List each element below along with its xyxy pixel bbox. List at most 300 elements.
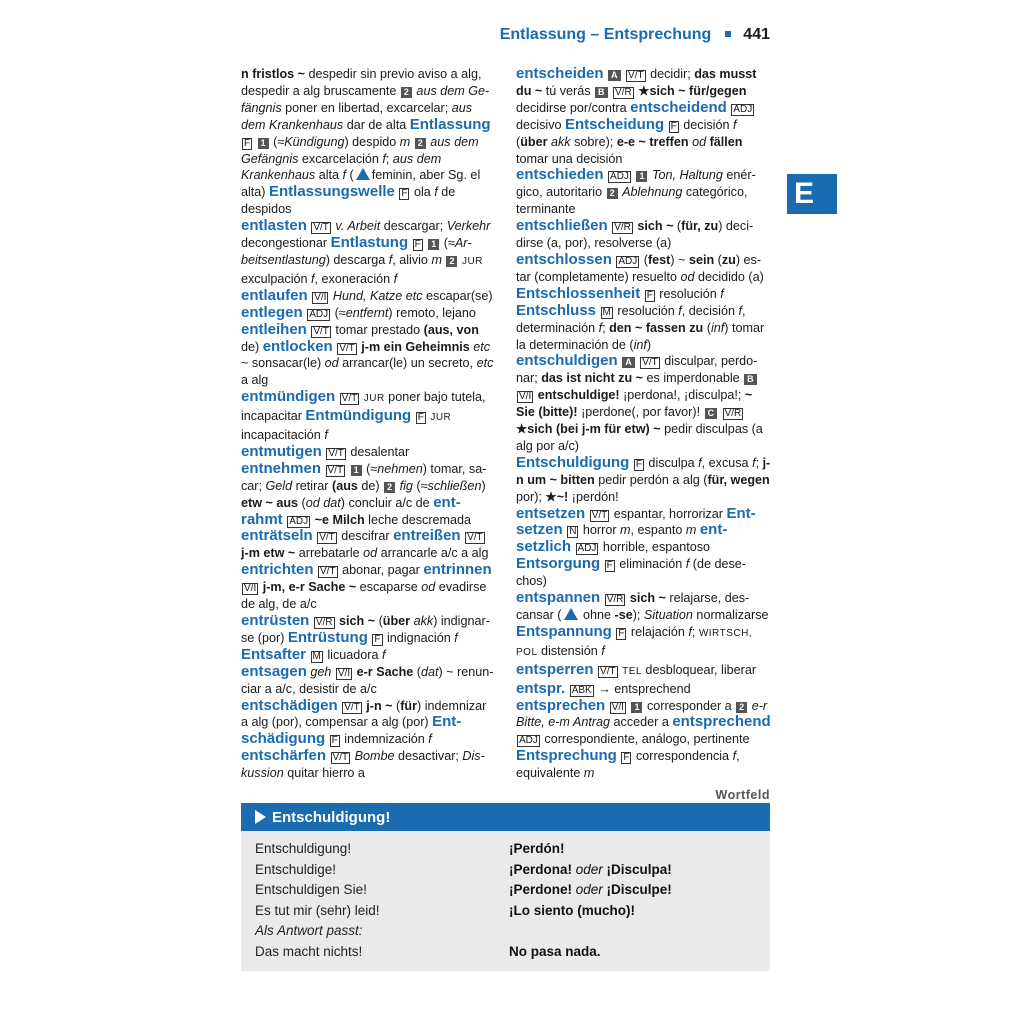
entry-text: por); — [516, 489, 546, 504]
dictionary-entry — [241, 613, 496, 647]
headword: entlasten — [241, 217, 307, 235]
entry-text — [442, 253, 446, 267]
entry-text: f — [685, 557, 690, 572]
entry-text: ¡perdón! — [568, 489, 619, 504]
entry-text: f — [601, 643, 605, 658]
entry-text: , exoneración — [314, 271, 394, 286]
entry-text: f — [688, 624, 692, 639]
entry-text — [326, 749, 330, 763]
entry-text: od — [363, 546, 378, 561]
wortfeld-title: Entschuldigung! — [272, 808, 391, 826]
right-column — [516, 66, 771, 782]
entry-text: ) tomar, sacar; — [241, 461, 487, 493]
grammar-label: V/I — [244, 583, 257, 595]
entry-text: (≈ — [412, 478, 428, 493]
entry-text: alta — [315, 168, 343, 183]
headword: Entschuldigung — [516, 453, 630, 471]
entry-text: für, wegen — [707, 472, 770, 487]
entry-text: licuadora — [323, 647, 382, 662]
entry-text: ★sich (bei j-m für etw) ~ — [516, 422, 661, 437]
headword: entspr. — [516, 679, 566, 697]
headword: Entsafter — [241, 645, 307, 663]
headword: entschließen — [516, 217, 608, 235]
headword: entlegen — [241, 303, 303, 321]
grammar-label: V/T — [642, 357, 658, 369]
grammar-label: V/T — [339, 342, 355, 354]
entry-text — [424, 236, 428, 250]
entry-text: (de desechos) — [516, 557, 746, 589]
entry-text: über — [382, 614, 411, 628]
grammar-label: M — [602, 306, 611, 318]
entry-text: pedir disculpas (a alg por a/c) — [516, 422, 763, 453]
grammar-label: V/R — [614, 222, 631, 234]
entry-text: j-m ein Geheimnis — [361, 339, 470, 354]
entry-text — [306, 648, 310, 662]
entry-text — [727, 101, 731, 115]
grammar-label: V/T — [591, 509, 608, 521]
entry-text: das ist nicht zu ~ — [541, 371, 644, 386]
german-phrase: Es tut mir (sehr) leid! — [255, 902, 380, 918]
entry-text: ohne — [579, 608, 615, 622]
sense-number: A — [608, 70, 621, 81]
grammar-label: ADJ — [289, 515, 309, 527]
entry-text — [627, 699, 631, 713]
spanish-phrase: No pasa nada. — [509, 943, 601, 959]
wortfeld-label: Wortfeld — [715, 788, 770, 802]
headword: entsprechen — [516, 696, 606, 714]
entry-text — [718, 405, 722, 419]
entry-text: j-m etw ~ — [241, 546, 296, 561]
sense-number: 2 — [607, 188, 618, 199]
entry-text: f — [598, 320, 603, 335]
entry-text: sobre); — [570, 134, 617, 149]
sense-number: 2 — [446, 256, 457, 267]
headword: entmündigen — [241, 388, 336, 406]
entry-text: ) estar (completamente) resuelto — [516, 252, 762, 284]
headword: entspannen — [516, 589, 601, 607]
entry-text: f — [428, 732, 432, 747]
entry-text — [636, 354, 640, 368]
entry-text: ¡perdona!, ¡disculpa!; — [619, 388, 745, 403]
entry-text: indignación — [383, 630, 455, 645]
entry-text: ~e Milch — [314, 512, 365, 527]
headword: entleihen — [241, 320, 307, 338]
entry-text — [600, 557, 604, 571]
entry-text: sein — [688, 252, 715, 267]
thumb-index-tab: E — [787, 174, 837, 214]
entry-text: , alivio — [392, 252, 432, 267]
grammar-label: M — [312, 650, 321, 662]
entry-text: n fristlos ~ — [241, 67, 306, 81]
dictionary-entry — [516, 252, 771, 353]
dictionary-entry — [516, 662, 771, 681]
headword: Entschädigung — [241, 713, 462, 748]
entry-text: ~ sonsacar(le) — [241, 356, 325, 371]
entry-text: pedir perdón a alg ( — [594, 472, 708, 487]
subject-label: JUR — [461, 255, 483, 267]
entry-text: Ton, Haltung — [651, 168, 723, 183]
entry-text — [410, 135, 414, 149]
dictionary-entry — [241, 664, 496, 698]
entry-text: ) concluir a/c de — [340, 495, 434, 510]
entry-text: horrible, espantoso — [599, 540, 711, 555]
entry-text: enérgico, autoritario — [516, 168, 756, 200]
headword: entschieden — [516, 166, 604, 184]
grammar-label: V/T — [313, 222, 329, 234]
entry-text: schließen — [427, 478, 482, 493]
entry-text — [618, 354, 622, 368]
dictionary-entry — [516, 556, 771, 590]
entry-text: e-e ~ treffen — [616, 134, 689, 149]
entry-text: resolución — [613, 303, 679, 318]
entry-text: m — [583, 766, 595, 781]
dictionary-entry — [241, 748, 496, 782]
entry-text — [303, 306, 307, 320]
grammar-label: ABK — [571, 684, 592, 696]
grammar-label: F — [244, 137, 251, 149]
headword: entrahmt — [241, 493, 461, 528]
wortfeld-row — [255, 839, 756, 860]
entry-text: f — [388, 252, 393, 267]
entry-text: m — [685, 523, 697, 538]
entry-text: correspondiente, análogo, pertinente — [540, 732, 750, 747]
entry-text: (≈ — [331, 305, 346, 320]
entry-text: evadirse de alg, de a/c — [241, 580, 487, 612]
entry-text: etw ~ aus — [241, 495, 299, 510]
headword: entschuldigen — [516, 352, 618, 370]
grammar-label: ADJ — [309, 308, 329, 320]
entry-text: quitar hierro a — [283, 766, 365, 781]
entry-text: ★~! — [545, 489, 569, 504]
entry-text: ( — [516, 134, 521, 149]
entry-text: resolución — [655, 286, 721, 301]
headword: Entsorgung — [516, 555, 601, 573]
entry-text: correspondencia — [632, 749, 733, 764]
sense-number: A — [622, 357, 635, 368]
entry-text: ; — [755, 455, 763, 470]
entry-text: ( — [703, 320, 711, 335]
sense-number: 1 — [631, 702, 642, 713]
grammar-label: V/R — [724, 408, 742, 420]
entry-text — [565, 682, 569, 696]
headword: entsprechend — [672, 713, 771, 731]
entry-text: → entsprechend — [594, 681, 691, 696]
entry-text — [612, 253, 616, 267]
entry-text: de) — [241, 339, 263, 354]
grammar-label: V/T — [332, 752, 349, 764]
dictionary-entry — [241, 461, 496, 613]
entry-text: ( — [392, 698, 401, 713]
grammar-label: V/R — [315, 617, 333, 628]
dictionary-entry — [516, 353, 771, 454]
entry-text — [411, 409, 415, 423]
entry-text: categórico, terminante — [516, 185, 748, 217]
entry-text: ~ Sie (bitte)! — [516, 388, 753, 420]
grammar-label: ADJ — [618, 255, 638, 267]
headword: Entlassungswelle — [269, 183, 395, 201]
entry-text — [604, 168, 608, 182]
entry-text: sich ~ — [629, 591, 666, 606]
entry-text: -se — [614, 608, 633, 622]
entry-text: ★sich ~ für/gegen — [638, 83, 747, 98]
entry-text — [313, 529, 317, 543]
entry-text — [307, 219, 311, 233]
dictionary-entry — [241, 389, 496, 444]
sense-number: B — [595, 87, 608, 98]
entry-text: acceder a — [610, 715, 673, 730]
entry-text: (aus, von — [423, 322, 479, 337]
entry-text: ( — [375, 614, 383, 628]
entry-text: ) indemnizar a alg (por), compensar a alg (por) — [241, 698, 487, 730]
entry-text: ( — [673, 219, 682, 234]
grammar-label: ADJ — [519, 735, 538, 747]
entry-text — [309, 614, 313, 628]
entry-text: sich ~ — [339, 614, 376, 628]
entry-text — [283, 513, 287, 527]
entry-text — [325, 732, 329, 746]
entry-text — [594, 663, 598, 677]
entry-text: relajarse, descansar ( — [516, 591, 750, 622]
entry-text: , espanto — [630, 523, 686, 538]
entry-text: decidirse por/contra — [516, 100, 631, 115]
entry-text: j-n um ~ bitten — [516, 455, 771, 487]
entry-text: tomar prestado — [331, 322, 424, 337]
headword: entrinnen — [423, 561, 492, 579]
dictionary-entry — [516, 455, 771, 506]
grammar-label: V/T — [327, 464, 344, 476]
entry-text: f — [393, 271, 398, 286]
wortfeld-row — [255, 880, 756, 901]
entry-text: das musst du ~ — [516, 67, 757, 98]
entry-text: f — [324, 428, 328, 443]
entry-text — [563, 523, 567, 537]
entry-text: akk — [551, 134, 571, 149]
headword: Entspannung — [516, 622, 612, 640]
entry-text: ); — [632, 608, 644, 622]
entry-text — [640, 287, 644, 301]
headword: entrichten — [241, 561, 314, 579]
german-phrase: Entschuldigen Sie! — [255, 882, 367, 897]
entry-text: ( — [640, 252, 648, 267]
entry-text: ( — [346, 168, 354, 183]
headword: entsetzlich — [516, 521, 728, 556]
headword: Entlastung — [330, 234, 409, 252]
entry-text: descargar; — [380, 219, 447, 234]
entry-text: m — [431, 252, 442, 267]
entry-text: (≈ — [440, 236, 455, 251]
entry-text: , determinación — [516, 303, 746, 335]
entry-text — [600, 591, 604, 605]
grammar-label: F — [646, 289, 653, 301]
running-head — [470, 26, 770, 48]
entry-text — [664, 118, 668, 132]
entry-text: inf — [710, 320, 725, 335]
entry-text: j-m, e-r Sache ~ — [262, 580, 357, 595]
entry-text — [605, 699, 609, 713]
dictionary-entry — [516, 66, 771, 167]
sense-number: 2 — [384, 482, 395, 493]
play-triangle-icon — [255, 810, 266, 824]
entry-text: de despidos — [241, 185, 456, 217]
headword: Entrüstung — [287, 628, 368, 646]
entry-text: f — [454, 630, 458, 645]
entry-text — [461, 529, 465, 543]
sense-number: 1 — [351, 465, 362, 476]
entry-text: tomar una decisión — [516, 151, 623, 166]
entry-text: incapacitación — [241, 428, 325, 443]
grammar-label: F — [606, 560, 613, 572]
grammar-label: V/T — [344, 701, 360, 713]
entry-text: f — [752, 455, 756, 470]
entry-text: Bombe — [354, 749, 395, 764]
headword: Entsprechung — [516, 747, 617, 765]
entry-text — [596, 304, 600, 318]
entry-text: e-r Bitte, e-m Antrag — [516, 698, 768, 730]
headword: Entmündigung — [305, 407, 412, 425]
entry-text: ) decidirse (a, por), resolverse (a) — [516, 219, 754, 251]
entry-text: (≈ — [269, 134, 285, 149]
entry-text — [632, 168, 636, 182]
entry-text: decongestionar — [241, 236, 331, 251]
entry-text — [585, 507, 589, 521]
headword: Entschluss — [516, 301, 597, 319]
entry-text: den ~ fassen zu — [609, 320, 704, 335]
grammar-label: F — [618, 627, 625, 639]
entry-text — [335, 390, 339, 404]
entry-text: ) — [646, 337, 652, 352]
grammar-label: F — [623, 752, 630, 764]
entry-text: horror — [579, 523, 621, 538]
wortfeld-row — [255, 901, 756, 922]
grammar-label: V/T — [328, 447, 344, 459]
running-head-separator — [725, 31, 731, 37]
entry-text: descifrar — [337, 529, 394, 544]
headword: enträtseln — [241, 527, 313, 545]
entry-text: , excusa — [701, 455, 753, 470]
entry-text — [331, 665, 335, 679]
wortfeld-box-body — [241, 831, 770, 971]
entry-text: disculpa — [644, 455, 699, 470]
entry-text: f — [342, 168, 347, 183]
entry-text: desbloquear, liberar — [641, 662, 757, 677]
entry-text: inf — [633, 337, 647, 352]
grammar-label: V/T — [320, 566, 336, 578]
entry-text: über — [520, 134, 548, 149]
entry-text: de) — [357, 478, 384, 493]
entry-text: f — [732, 749, 737, 764]
grammar-label: ADJ — [610, 171, 629, 183]
entry-text: für — [400, 698, 417, 713]
entry-text: f — [311, 271, 315, 286]
entry-text: ) despido — [344, 134, 400, 149]
entry-text: j-n ~ — [366, 698, 393, 713]
entry-text: ) tomar la determinación de ( — [516, 320, 765, 352]
entry-text: aus dem Gefängnis — [241, 134, 479, 166]
entry-text: arrebatarle — [295, 546, 364, 561]
entry-text: Verkehr — [446, 219, 491, 234]
entry-text: despedir sin previo aviso a alg, despedir a alg bruscamente — [241, 67, 482, 98]
headword: Entschlossenheit — [516, 284, 641, 302]
entry-text: arrancar(le) un secreto, — [338, 356, 477, 371]
sense-number: 2 — [415, 138, 426, 149]
wortfeld-box-header — [241, 803, 770, 831]
entry-text: geh — [310, 664, 332, 679]
entry-text: escapar(se) — [422, 288, 493, 303]
entry-text: decisión — [679, 117, 733, 132]
entry-text — [253, 135, 257, 149]
grammar-label: F — [401, 188, 408, 200]
entry-text: decisivo — [516, 117, 565, 132]
entry-text: f — [678, 303, 682, 318]
entry-text: poner bajo tutela, incapacitar — [241, 390, 486, 424]
sense-number: 2 — [401, 87, 412, 98]
entry-text: ) — [481, 478, 486, 493]
headword: entsetzen — [516, 504, 586, 522]
entry-text — [308, 289, 312, 303]
entry-text: corresponder a — [643, 698, 736, 713]
entry-text: aus dem Krankenhaus — [241, 151, 442, 183]
entry-text: relajación — [627, 624, 689, 639]
headword: entschärfen — [241, 747, 327, 765]
grammar-label: V/I — [314, 291, 327, 303]
grammar-label: V/T — [319, 532, 335, 544]
entry-text: ) ~ — [670, 252, 689, 267]
entry-text: tú verás — [542, 83, 595, 98]
entry-text: Situation — [643, 608, 693, 622]
grammar-label: F — [414, 239, 421, 251]
headword: entschädigen — [241, 696, 338, 714]
headword: Entscheidung — [565, 115, 665, 133]
german-phrase: Entschuldige! — [255, 861, 337, 877]
entry-text: normalizarse — [692, 608, 769, 622]
entry-text: (≈ — [362, 461, 378, 476]
entry-text: desactivar; — [394, 749, 463, 764]
entry-text — [571, 540, 575, 554]
entry-text: (aus — [332, 478, 358, 493]
entry-text: indemnización — [340, 732, 429, 747]
headword: entlaufen — [241, 286, 308, 304]
entry-text: espantar, horrorizar — [610, 506, 727, 521]
entry-text: aus dem Krankenhaus — [241, 100, 473, 132]
entry-text: e-r Sache — [356, 664, 414, 679]
dictionary-entry — [516, 218, 771, 252]
entry-text — [368, 631, 372, 645]
dictionary-entry — [241, 66, 496, 218]
entry-text: ) descarga — [325, 252, 389, 267]
subject-label: JUR — [430, 412, 452, 424]
entry-text: Hund, Katze etc — [332, 288, 423, 303]
grammar-label: V/R — [615, 86, 632, 98]
entry-text: , decisión — [681, 303, 739, 318]
grammar-label: ADJ — [733, 103, 753, 115]
grammar-label: F — [331, 735, 338, 747]
entry-text: m — [620, 523, 631, 538]
entry-text — [333, 340, 337, 354]
entry-text: etc — [476, 356, 494, 371]
entry-text: aus dem Gefängnis — [241, 83, 490, 115]
entry-text: , equivalente — [516, 749, 740, 781]
headword: entsperren — [516, 660, 594, 678]
entry-text: f — [381, 647, 386, 662]
entry-text: poner en libertad, excarcelar; — [281, 100, 452, 115]
entry-text: es imperdonable — [643, 371, 744, 386]
spanish-phrase: ¡Perdone! oder ¡Disculpe! — [509, 882, 672, 897]
entry-text: etc — [473, 339, 491, 354]
entry-text: zu — [721, 252, 736, 267]
headword: entscheiden — [516, 65, 604, 82]
dictionary-entry — [516, 590, 771, 662]
entry-text: fig — [399, 478, 413, 493]
